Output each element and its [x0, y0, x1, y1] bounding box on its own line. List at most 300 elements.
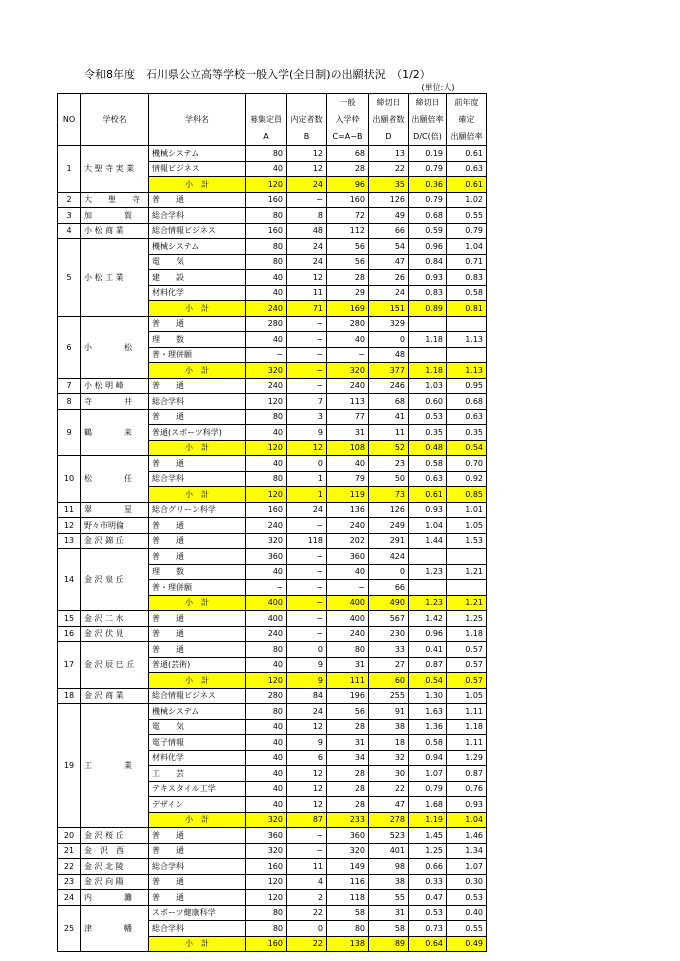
pre-admitted-b: 8 — [287, 208, 327, 224]
header-cell — [81, 128, 149, 146]
prev-year-ratio: 0.76 — [447, 781, 487, 797]
prev-year-ratio: 0.35 — [447, 425, 487, 441]
school-name: 工 業 — [81, 704, 149, 828]
applicants-d: 55 — [369, 890, 409, 906]
applicants-d: 60 — [369, 673, 409, 689]
application-ratio: 0.83 — [409, 285, 447, 301]
capacity-a: 400 — [246, 595, 287, 611]
page-title: 令和8年度 石川県公立高等学校一般入学(全日制)の出願状況 （1/2） — [84, 68, 431, 81]
department-name: 電 気 — [149, 719, 246, 735]
general-quota-c: 108 — [327, 440, 369, 456]
school-number: 21 — [58, 843, 81, 859]
applicants-d: 68 — [369, 394, 409, 410]
department-name: 小 計 — [149, 673, 246, 689]
table-row — [58, 905, 487, 921]
capacity-a: 280 — [246, 316, 287, 332]
table-row — [58, 192, 487, 208]
department-name: 材料化学 — [149, 285, 246, 301]
application-status-table — [57, 93, 487, 952]
application-ratio: 1.23 — [409, 595, 447, 611]
school-name: 加 賀 — [81, 208, 149, 224]
pre-admitted-b: 0 — [287, 456, 327, 472]
applicants-d: 31 — [369, 905, 409, 921]
general-quota-c: 280 — [327, 316, 369, 332]
table-row — [58, 688, 487, 704]
prev-year-ratio: 1.13 — [447, 363, 487, 379]
pre-admitted-b: 84 — [287, 688, 327, 704]
header-cell: 募集定員 — [246, 111, 287, 128]
school-name: 松 任 — [81, 456, 149, 503]
general-quota-c: 360 — [327, 549, 369, 565]
prev-year-ratio: 0.55 — [447, 208, 487, 224]
capacity-a: 360 — [246, 828, 287, 844]
applicants-d: 47 — [369, 254, 409, 270]
application-ratio: 1.44 — [409, 533, 447, 549]
school-name: 金 沢 北 陵 — [81, 859, 149, 875]
application-ratio: 1.63 — [409, 704, 447, 720]
general-quota-c: 116 — [327, 874, 369, 890]
capacity-a: 40 — [246, 781, 287, 797]
pre-admitted-b: − — [287, 611, 327, 627]
applicants-d: 41 — [369, 409, 409, 425]
department-name: 機械システム — [149, 239, 246, 255]
pre-admitted-b: 11 — [287, 859, 327, 875]
applicants-d: 329 — [369, 316, 409, 332]
applicants-d: 98 — [369, 859, 409, 875]
application-ratio: 0.60 — [409, 394, 447, 410]
header-cell: 内定者数 — [287, 111, 327, 128]
department-name: 電子情報 — [149, 735, 246, 751]
department-name: 普通(スポーツ科学) — [149, 425, 246, 441]
table-row — [58, 409, 487, 425]
pre-admitted-b: − — [287, 378, 327, 394]
school-number: 19 — [58, 704, 81, 828]
department-name: 普 通 — [149, 316, 246, 332]
prev-year-ratio: 0.40 — [447, 905, 487, 921]
general-quota-c: 196 — [327, 688, 369, 704]
header-cell — [58, 128, 81, 146]
capacity-a: 320 — [246, 533, 287, 549]
header-cell: 入学枠 — [327, 111, 369, 128]
department-name: 総合学科 — [149, 921, 246, 937]
department-name: 材料化学 — [149, 750, 246, 766]
department-name: 普 通 — [149, 626, 246, 642]
general-quota-c: 138 — [327, 936, 369, 952]
department-name: 総合学科 — [149, 859, 246, 875]
applicants-d: 52 — [369, 440, 409, 456]
school-name: 金 沢 錦 丘 — [81, 533, 149, 549]
header-cell — [149, 128, 246, 146]
applicants-d: 54 — [369, 239, 409, 255]
header-cell — [246, 94, 287, 112]
prev-year-ratio: 0.58 — [447, 285, 487, 301]
department-name: 理 数 — [149, 564, 246, 580]
school-number: 25 — [58, 905, 81, 952]
capacity-a: 320 — [246, 812, 287, 828]
table-row — [58, 704, 487, 720]
applicants-d: 401 — [369, 843, 409, 859]
school-name: 内 灘 — [81, 890, 149, 906]
department-name: 普 通 — [149, 533, 246, 549]
general-quota-c: 119 — [327, 487, 369, 503]
general-quota-c: 80 — [327, 642, 369, 658]
school-number: 3 — [58, 208, 81, 224]
header-cell: 締切日 — [409, 94, 447, 112]
general-quota-c: 40 — [327, 564, 369, 580]
application-ratio — [409, 549, 447, 565]
capacity-a: 240 — [246, 626, 287, 642]
department-name: 普 通 — [149, 611, 246, 627]
capacity-a: 320 — [246, 843, 287, 859]
prev-year-ratio: 1.04 — [447, 812, 487, 828]
prev-year-ratio: 0.68 — [447, 394, 487, 410]
school-number: 18 — [58, 688, 81, 704]
general-quota-c: 240 — [327, 378, 369, 394]
header-cell: 一般 — [327, 94, 369, 112]
prev-year-ratio: 0.70 — [447, 456, 487, 472]
prev-year-ratio: 0.57 — [447, 642, 487, 658]
general-quota-c: 29 — [327, 285, 369, 301]
capacity-a: 400 — [246, 611, 287, 627]
school-number: 13 — [58, 533, 81, 549]
general-quota-c: 40 — [327, 456, 369, 472]
department-name: 普 通 — [149, 642, 246, 658]
prev-year-ratio — [447, 316, 487, 332]
applicants-d: 91 — [369, 704, 409, 720]
prev-year-ratio: 1.46 — [447, 828, 487, 844]
capacity-a: 120 — [246, 440, 287, 456]
general-quota-c: 72 — [327, 208, 369, 224]
table-row — [58, 874, 487, 890]
department-name: デザイン — [149, 797, 246, 813]
prev-year-ratio: 1.18 — [447, 719, 487, 735]
pre-admitted-b: 22 — [287, 936, 327, 952]
application-ratio: 1.23 — [409, 564, 447, 580]
department-name: 普 通 — [149, 192, 246, 208]
pre-admitted-b: − — [287, 363, 327, 379]
school-number: 15 — [58, 611, 81, 627]
applicants-d: 18 — [369, 735, 409, 751]
general-quota-c: 233 — [327, 812, 369, 828]
department-name: 建 設 — [149, 270, 246, 286]
header-cell: 確定 — [447, 111, 487, 128]
application-ratio: 0.33 — [409, 874, 447, 890]
prev-year-ratio: 1.13 — [447, 332, 487, 348]
prev-year-ratio: 0.87 — [447, 766, 487, 782]
department-name: 小 計 — [149, 363, 246, 379]
department-name: 小 計 — [149, 936, 246, 952]
application-ratio: 0.64 — [409, 936, 447, 952]
application-ratio: 0.96 — [409, 626, 447, 642]
applicants-d: 523 — [369, 828, 409, 844]
general-quota-c: 28 — [327, 719, 369, 735]
header-cell: D/C(倍) — [409, 128, 447, 146]
school-number: 12 — [58, 518, 81, 534]
department-name: 小 計 — [149, 812, 246, 828]
table-row — [58, 549, 487, 565]
header-cell: 学校名 — [81, 111, 149, 128]
capacity-a: 160 — [246, 223, 287, 239]
general-quota-c: 400 — [327, 611, 369, 627]
capacity-a: 160 — [246, 936, 287, 952]
applicants-d: 126 — [369, 192, 409, 208]
application-ratio: 1.19 — [409, 812, 447, 828]
capacity-a: − — [246, 347, 287, 363]
pre-admitted-b: − — [287, 518, 327, 534]
applicants-d: 26 — [369, 270, 409, 286]
pre-admitted-b: 87 — [287, 812, 327, 828]
capacity-a: 240 — [246, 518, 287, 534]
pre-admitted-b: 24 — [287, 239, 327, 255]
school-name: 金 沢 西 — [81, 843, 149, 859]
table-row — [58, 316, 487, 332]
applicants-d: 151 — [369, 301, 409, 317]
school-number: 8 — [58, 394, 81, 410]
pre-admitted-b: − — [287, 332, 327, 348]
applicants-d: 66 — [369, 223, 409, 239]
application-ratio — [409, 347, 447, 363]
application-ratio: 0.59 — [409, 223, 447, 239]
school-number: 1 — [58, 146, 81, 193]
header-cell: 学科名 — [149, 111, 246, 128]
general-quota-c: − — [327, 347, 369, 363]
prev-year-ratio: 1.21 — [447, 595, 487, 611]
capacity-a: 40 — [246, 161, 287, 177]
school-name: 金 沢 二 水 — [81, 611, 149, 627]
header-cell: 出願者数 — [369, 111, 409, 128]
pre-admitted-b: − — [287, 626, 327, 642]
applicants-d: 0 — [369, 332, 409, 348]
school-name: 小 松 工 業 — [81, 239, 149, 317]
applicants-d: 424 — [369, 549, 409, 565]
pre-admitted-b: 7 — [287, 394, 327, 410]
general-quota-c: 77 — [327, 409, 369, 425]
applicants-d: 50 — [369, 471, 409, 487]
department-name: 普 通 — [149, 843, 246, 859]
header-cell: B — [287, 128, 327, 146]
application-ratio: 1.30 — [409, 688, 447, 704]
capacity-a: 80 — [246, 642, 287, 658]
department-name: 情報ビジネス — [149, 161, 246, 177]
prev-year-ratio — [447, 580, 487, 596]
applicants-d: 47 — [369, 797, 409, 813]
applicants-d: 255 — [369, 688, 409, 704]
applicants-d: 246 — [369, 378, 409, 394]
prev-year-ratio: 1.11 — [447, 735, 487, 751]
school-number: 4 — [58, 223, 81, 239]
applicants-d: 126 — [369, 502, 409, 518]
application-ratio: 1.45 — [409, 828, 447, 844]
department-name: 普 通 — [149, 518, 246, 534]
department-name: 小 計 — [149, 487, 246, 503]
pre-admitted-b: 12 — [287, 766, 327, 782]
department-name: 小 計 — [149, 177, 246, 193]
prev-year-ratio: 0.61 — [447, 146, 487, 162]
pre-admitted-b: 4 — [287, 874, 327, 890]
pre-admitted-b: 12 — [287, 440, 327, 456]
application-ratio: 1.68 — [409, 797, 447, 813]
school-number: 10 — [58, 456, 81, 503]
pre-admitted-b: − — [287, 828, 327, 844]
general-quota-c: − — [327, 580, 369, 596]
school-name: 金 沢 桜 丘 — [81, 828, 149, 844]
department-name: 普・理併願 — [149, 580, 246, 596]
capacity-a: − — [246, 580, 287, 596]
prev-year-ratio: 0.85 — [447, 487, 487, 503]
capacity-a: 160 — [246, 502, 287, 518]
pre-admitted-b: 11 — [287, 285, 327, 301]
pre-admitted-b: − — [287, 192, 327, 208]
school-name: 寺 井 — [81, 394, 149, 410]
table-row — [58, 456, 487, 472]
applicants-d: 35 — [369, 177, 409, 193]
header-row-3 — [58, 128, 487, 146]
prev-year-ratio: 0.71 — [447, 254, 487, 270]
prev-year-ratio — [447, 549, 487, 565]
application-ratio: 0.61 — [409, 487, 447, 503]
department-name: 総合情報ビジネス — [149, 688, 246, 704]
general-quota-c: 118 — [327, 890, 369, 906]
application-ratio: 0.79 — [409, 161, 447, 177]
department-name: 工 芸 — [149, 766, 246, 782]
application-ratio: 0.87 — [409, 657, 447, 673]
department-name: 総合学科 — [149, 208, 246, 224]
prev-year-ratio: 1.05 — [447, 688, 487, 704]
general-quota-c: 31 — [327, 735, 369, 751]
general-quota-c: 400 — [327, 595, 369, 611]
header-cell: A — [246, 128, 287, 146]
applicants-d: 73 — [369, 487, 409, 503]
capacity-a: 120 — [246, 874, 287, 890]
header-cell — [287, 94, 327, 112]
table-row — [58, 859, 487, 875]
header-row-2 — [58, 111, 487, 128]
school-name: 大 聖 寺 実 業 — [81, 146, 149, 193]
applicants-d: 0 — [369, 564, 409, 580]
general-quota-c: 136 — [327, 502, 369, 518]
general-quota-c: 40 — [327, 332, 369, 348]
general-quota-c: 28 — [327, 781, 369, 797]
prev-year-ratio: 0.83 — [447, 270, 487, 286]
table-row — [58, 223, 487, 239]
capacity-a: 40 — [246, 719, 287, 735]
pre-admitted-b: 3 — [287, 409, 327, 425]
school-number: 11 — [58, 502, 81, 518]
department-name: 理 数 — [149, 332, 246, 348]
department-name: 総合学科 — [149, 394, 246, 410]
pre-admitted-b: 71 — [287, 301, 327, 317]
application-ratio: 0.19 — [409, 146, 447, 162]
pre-admitted-b: 9 — [287, 735, 327, 751]
pre-admitted-b: − — [287, 347, 327, 363]
prev-year-ratio: 0.61 — [447, 177, 487, 193]
capacity-a: 160 — [246, 192, 287, 208]
department-name: 電 気 — [149, 254, 246, 270]
prev-year-ratio: 0.79 — [447, 223, 487, 239]
capacity-a: 40 — [246, 766, 287, 782]
general-quota-c: 240 — [327, 626, 369, 642]
general-quota-c: 68 — [327, 146, 369, 162]
application-ratio: 0.93 — [409, 270, 447, 286]
school-number: 24 — [58, 890, 81, 906]
capacity-a: 80 — [246, 921, 287, 937]
general-quota-c: 360 — [327, 828, 369, 844]
header-cell — [58, 94, 81, 112]
application-ratio: 0.79 — [409, 192, 447, 208]
pre-admitted-b: 12 — [287, 270, 327, 286]
prev-year-ratio: 1.53 — [447, 533, 487, 549]
application-ratio: 1.42 — [409, 611, 447, 627]
capacity-a: 40 — [246, 270, 287, 286]
school-name: 津 幡 — [81, 905, 149, 952]
school-name: 小 松 商 業 — [81, 223, 149, 239]
general-quota-c: 28 — [327, 797, 369, 813]
capacity-a: 40 — [246, 750, 287, 766]
general-quota-c: 28 — [327, 270, 369, 286]
applicants-d: 33 — [369, 642, 409, 658]
applicants-d: 249 — [369, 518, 409, 534]
applicants-d: 377 — [369, 363, 409, 379]
applicants-d: 32 — [369, 750, 409, 766]
pre-admitted-b: 9 — [287, 425, 327, 441]
applicants-d: 24 — [369, 285, 409, 301]
school-number: 16 — [58, 626, 81, 642]
application-ratio: 0.54 — [409, 673, 447, 689]
school-number: 17 — [58, 642, 81, 689]
capacity-a: 360 — [246, 549, 287, 565]
department-name: 普 通 — [149, 378, 246, 394]
department-name: 普 通 — [149, 874, 246, 890]
header-cell: 出願倍率 — [447, 128, 487, 146]
capacity-a: 40 — [246, 564, 287, 580]
header-cell: 締切日 — [369, 94, 409, 112]
school-name: 金 沢 向 陽 — [81, 874, 149, 890]
general-quota-c: 28 — [327, 161, 369, 177]
general-quota-c: 112 — [327, 223, 369, 239]
unit-label: (単位:人) — [421, 83, 455, 92]
capacity-a: 40 — [246, 285, 287, 301]
applicants-d: 48 — [369, 347, 409, 363]
pre-admitted-b: 12 — [287, 161, 327, 177]
pre-admitted-b: 6 — [287, 750, 327, 766]
capacity-a: 40 — [246, 332, 287, 348]
general-quota-c: 240 — [327, 518, 369, 534]
pre-admitted-b: 22 — [287, 905, 327, 921]
table-body — [58, 146, 487, 952]
general-quota-c: 34 — [327, 750, 369, 766]
school-number: 5 — [58, 239, 81, 317]
school-number: 23 — [58, 874, 81, 890]
capacity-a: 80 — [246, 208, 287, 224]
applicants-d: 38 — [369, 874, 409, 890]
department-name: スポーツ健康科学 — [149, 905, 246, 921]
general-quota-c: 202 — [327, 533, 369, 549]
capacity-a: 40 — [246, 657, 287, 673]
capacity-a: 120 — [246, 487, 287, 503]
department-name: 機械システム — [149, 704, 246, 720]
pre-admitted-b: 1 — [287, 487, 327, 503]
general-quota-c: 56 — [327, 239, 369, 255]
department-name: 普 通 — [149, 456, 246, 472]
header-cell: D — [369, 128, 409, 146]
pre-admitted-b: 24 — [287, 704, 327, 720]
prev-year-ratio: 0.63 — [447, 161, 487, 177]
table-row — [58, 146, 487, 162]
prev-year-ratio: 0.81 — [447, 301, 487, 317]
capacity-a: 240 — [246, 301, 287, 317]
prev-year-ratio: 0.30 — [447, 874, 487, 890]
department-name: テキスタイル工学 — [149, 781, 246, 797]
